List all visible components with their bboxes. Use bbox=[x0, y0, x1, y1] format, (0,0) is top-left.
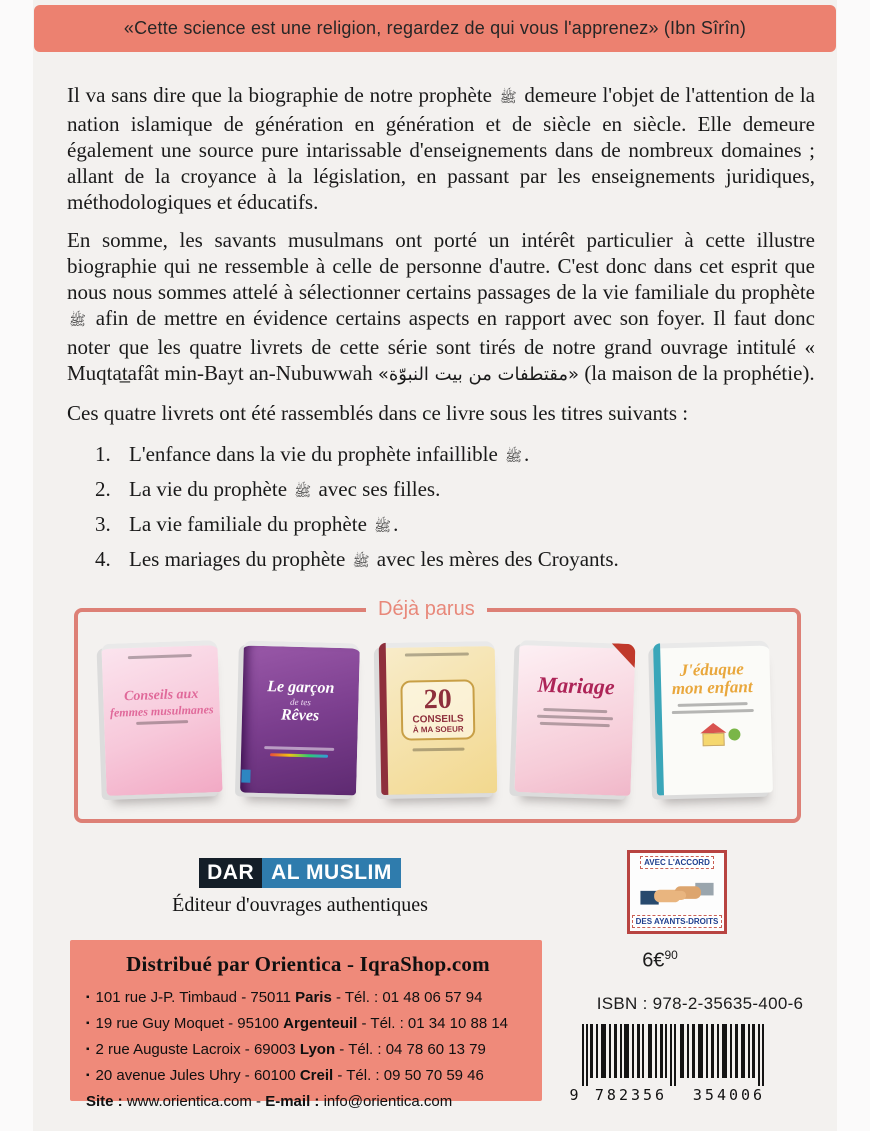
book-cover-conseils-aux-femmes-musulmanes bbox=[101, 640, 222, 796]
book-title: Mariage bbox=[537, 671, 616, 700]
list-text-after: . bbox=[393, 512, 399, 536]
ean13-barcode bbox=[566, 1024, 778, 1104]
address-line bbox=[84, 986, 532, 1012]
publisher-block bbox=[140, 858, 460, 917]
cover-fine-print bbox=[540, 722, 610, 727]
cover-frame bbox=[400, 679, 475, 740]
list-item bbox=[67, 543, 815, 578]
list-text bbox=[129, 473, 440, 508]
top-quote-banner bbox=[34, 5, 836, 52]
publisher-tagline: Éditeur d'ouvrages authentiques bbox=[172, 894, 428, 916]
cover-fine-print bbox=[678, 702, 748, 707]
booklet-titles-list bbox=[67, 438, 815, 578]
pbuh-symbol: ﷺ bbox=[499, 90, 517, 106]
site-label: Site : bbox=[86, 1093, 127, 1110]
cover-fine-print bbox=[412, 748, 464, 752]
paragraph-2-text-cont: afin de mettre en évidence certains aspects en rapport avec son foyer. Il faut donc noter que les quatre livrets de cette série sont tirés de notre grand ouvrage intitulé « Muqtat̲afât min-Bayt an-Nubuwwah bbox=[67, 306, 815, 385]
email-address: info@orientica.com bbox=[323, 1093, 453, 1110]
book-title: À MA SOEUR bbox=[412, 724, 464, 735]
list-text-after: avec ses filles. bbox=[313, 477, 441, 501]
dar-al-muslim-logo bbox=[199, 858, 401, 888]
address-phone: - Tél. : 09 50 70 59 46 bbox=[333, 1067, 484, 1084]
logo-al-muslim-segment: AL MUSLIM bbox=[262, 858, 401, 888]
paragraph-1 bbox=[67, 82, 815, 215]
rights-stamp bbox=[627, 850, 727, 934]
book-title: J'éduque bbox=[679, 659, 745, 680]
paragraph-1-text-cont: demeure l'objet de l'attention de la nation islamique de génération en génération et de siècle en siècle. Elle demeure également une source pure intarissable d'enseignements dans de nombreux domaines ; allant de la croyance à la législation, en passant par les enseignements juridiques, méthodologiques et éducatifs. bbox=[67, 83, 815, 214]
price bbox=[560, 948, 760, 973]
book-title: CONSEILS bbox=[411, 713, 464, 726]
arabic-book-title: «مقتطفات من بيت النبوّة» bbox=[377, 364, 580, 385]
paragraph-2-text: En somme, les savants musulmans ont porté un intérêt particulier à cette illustre biographie qui ne ressemble à celle de personne d'autre. C'est donc dans cet esprit que nous nous sommes attelé à sélectionner certains passages de la vie familiale du prophète bbox=[67, 228, 815, 304]
barcode-bars bbox=[582, 1024, 764, 1086]
pbuh-symbol: ﷺ bbox=[352, 554, 370, 570]
list-text bbox=[129, 543, 619, 578]
list-text bbox=[129, 508, 398, 543]
site-url: www.orientica.com - bbox=[126, 1093, 266, 1110]
quote-text: «Cette science est une religion, regardez de qui vous l'apprenez» (Ibn Sîrîn) bbox=[123, 18, 747, 38]
distribution-box bbox=[70, 940, 542, 1110]
list-text-after: avec les mères des Croyants. bbox=[371, 547, 619, 571]
barcode-digits bbox=[566, 1086, 778, 1104]
cover-fine-print bbox=[538, 715, 613, 721]
address-street: 20 avenue Jules Uhry - 60100 bbox=[95, 1067, 300, 1084]
list-text-before: L'enfance dans la vie du prophète infaillible bbox=[129, 442, 504, 466]
address-line bbox=[84, 1038, 532, 1064]
list-number: 1. bbox=[95, 442, 111, 466]
list-text-before: La vie du prophète bbox=[129, 477, 293, 501]
address-phone: - Tél. : 04 78 60 13 79 bbox=[335, 1041, 486, 1058]
email-label: E-mail : bbox=[265, 1093, 324, 1110]
corner-ribbon bbox=[611, 643, 636, 668]
book-title: Le garçon bbox=[266, 678, 335, 697]
book-cover-le-garcon-de-tes-reves bbox=[240, 641, 360, 796]
logo-dar-segment: DAR bbox=[199, 858, 262, 888]
cover-fine-print bbox=[404, 652, 468, 656]
deja-parus-title: Déjà parus bbox=[366, 598, 487, 621]
distribution-title: Distribué par Orientica - IqraShop.com bbox=[126, 952, 490, 976]
address-street: 19 rue Guy Moquet - 95100 bbox=[95, 1015, 284, 1032]
list-number: 4. bbox=[95, 547, 111, 571]
list-item bbox=[67, 438, 815, 473]
address-city: Paris bbox=[295, 989, 332, 1006]
address-city: Lyon bbox=[299, 1041, 336, 1058]
book-title: femmes musulmanes bbox=[109, 702, 214, 720]
list-number: 2. bbox=[95, 477, 111, 501]
paragraph-3: Ces quatre livrets ont été rassemblés dans ce livre sous les titres suivants : bbox=[67, 401, 689, 425]
address-city: Creil bbox=[299, 1067, 334, 1084]
stamp-bottom-label: DES AYANTS-DROITS bbox=[632, 915, 723, 928]
barcode-digit-group: 354006 bbox=[684, 1086, 774, 1104]
paragraph-1-text: Il va sans dire que la biographie de notre prophète bbox=[67, 83, 498, 107]
list-text-before: La vie familiale du prophète bbox=[129, 512, 373, 536]
cover-fine-print bbox=[544, 708, 608, 713]
price-cents: 90 bbox=[664, 948, 678, 962]
price-amount: 6€ bbox=[642, 949, 665, 972]
paragraph-2-text-end: (la maison de la prophétie). bbox=[579, 361, 815, 385]
isbn: ISBN : 978-2-35635-400-6 bbox=[596, 994, 804, 1013]
cover-fine-print bbox=[672, 709, 753, 714]
pbuh-symbol: ﷺ bbox=[294, 484, 312, 500]
book-title-number: 20 bbox=[422, 683, 452, 716]
barcode-digit-group: 9 bbox=[569, 1086, 579, 1104]
tree-drawing bbox=[728, 728, 740, 740]
address-line bbox=[84, 1064, 532, 1090]
list-text bbox=[129, 438, 529, 473]
address-phone: - Tél. : 01 48 06 57 94 bbox=[331, 989, 483, 1006]
pbuh-symbol: ﷺ bbox=[374, 519, 392, 535]
book-cover-jeduque-mon-enfant bbox=[653, 641, 773, 796]
address-phone: - Tél. : 01 34 10 88 14 bbox=[357, 1015, 509, 1032]
book-title: mon enfant bbox=[671, 676, 753, 699]
list-number: 3. bbox=[95, 512, 111, 536]
photo-margin-right bbox=[837, 0, 870, 1131]
cover-fine-print bbox=[264, 746, 334, 751]
house-body bbox=[702, 733, 724, 747]
synopsis-text bbox=[67, 82, 815, 578]
address-city: Argenteuil bbox=[283, 1015, 358, 1032]
address-street: 101 rue J-P. Timbaud - 75011 bbox=[95, 989, 296, 1006]
book-title: Rêves bbox=[280, 706, 320, 725]
cover-fine-print bbox=[128, 654, 192, 659]
deja-parus-box bbox=[74, 598, 801, 823]
book-title: Conseils aux bbox=[123, 686, 199, 705]
handshake-icon bbox=[635, 876, 719, 908]
list-text-before: Les mariages du prophète bbox=[129, 547, 351, 571]
cover-color-strip bbox=[270, 753, 328, 758]
book-cover-mariage bbox=[515, 640, 636, 796]
site-email-line bbox=[84, 1090, 532, 1114]
pbuh-symbol: ﷺ bbox=[505, 449, 522, 465]
address-street: 2 rue Auguste Lacroix - 69003 bbox=[95, 1041, 300, 1058]
list-item bbox=[67, 473, 815, 508]
address-line bbox=[84, 1012, 532, 1038]
list-item bbox=[67, 508, 815, 543]
house-drawing bbox=[698, 723, 729, 747]
book-cover-20-conseils-a-ma-soeur bbox=[378, 641, 497, 795]
house-roof bbox=[700, 723, 726, 734]
list-text-after: . bbox=[523, 442, 530, 466]
pbuh-symbol: ﷺ bbox=[69, 313, 86, 329]
photo-margin-left bbox=[0, 0, 33, 1131]
barcode-digit-group: 782356 bbox=[586, 1086, 676, 1104]
cover-fine-print bbox=[136, 720, 188, 725]
paragraph-2 bbox=[67, 227, 815, 388]
published-books-row bbox=[78, 612, 797, 794]
book-title: de tes bbox=[289, 696, 311, 708]
stamp-top-label: AVEC L'ACCORD bbox=[640, 856, 714, 869]
